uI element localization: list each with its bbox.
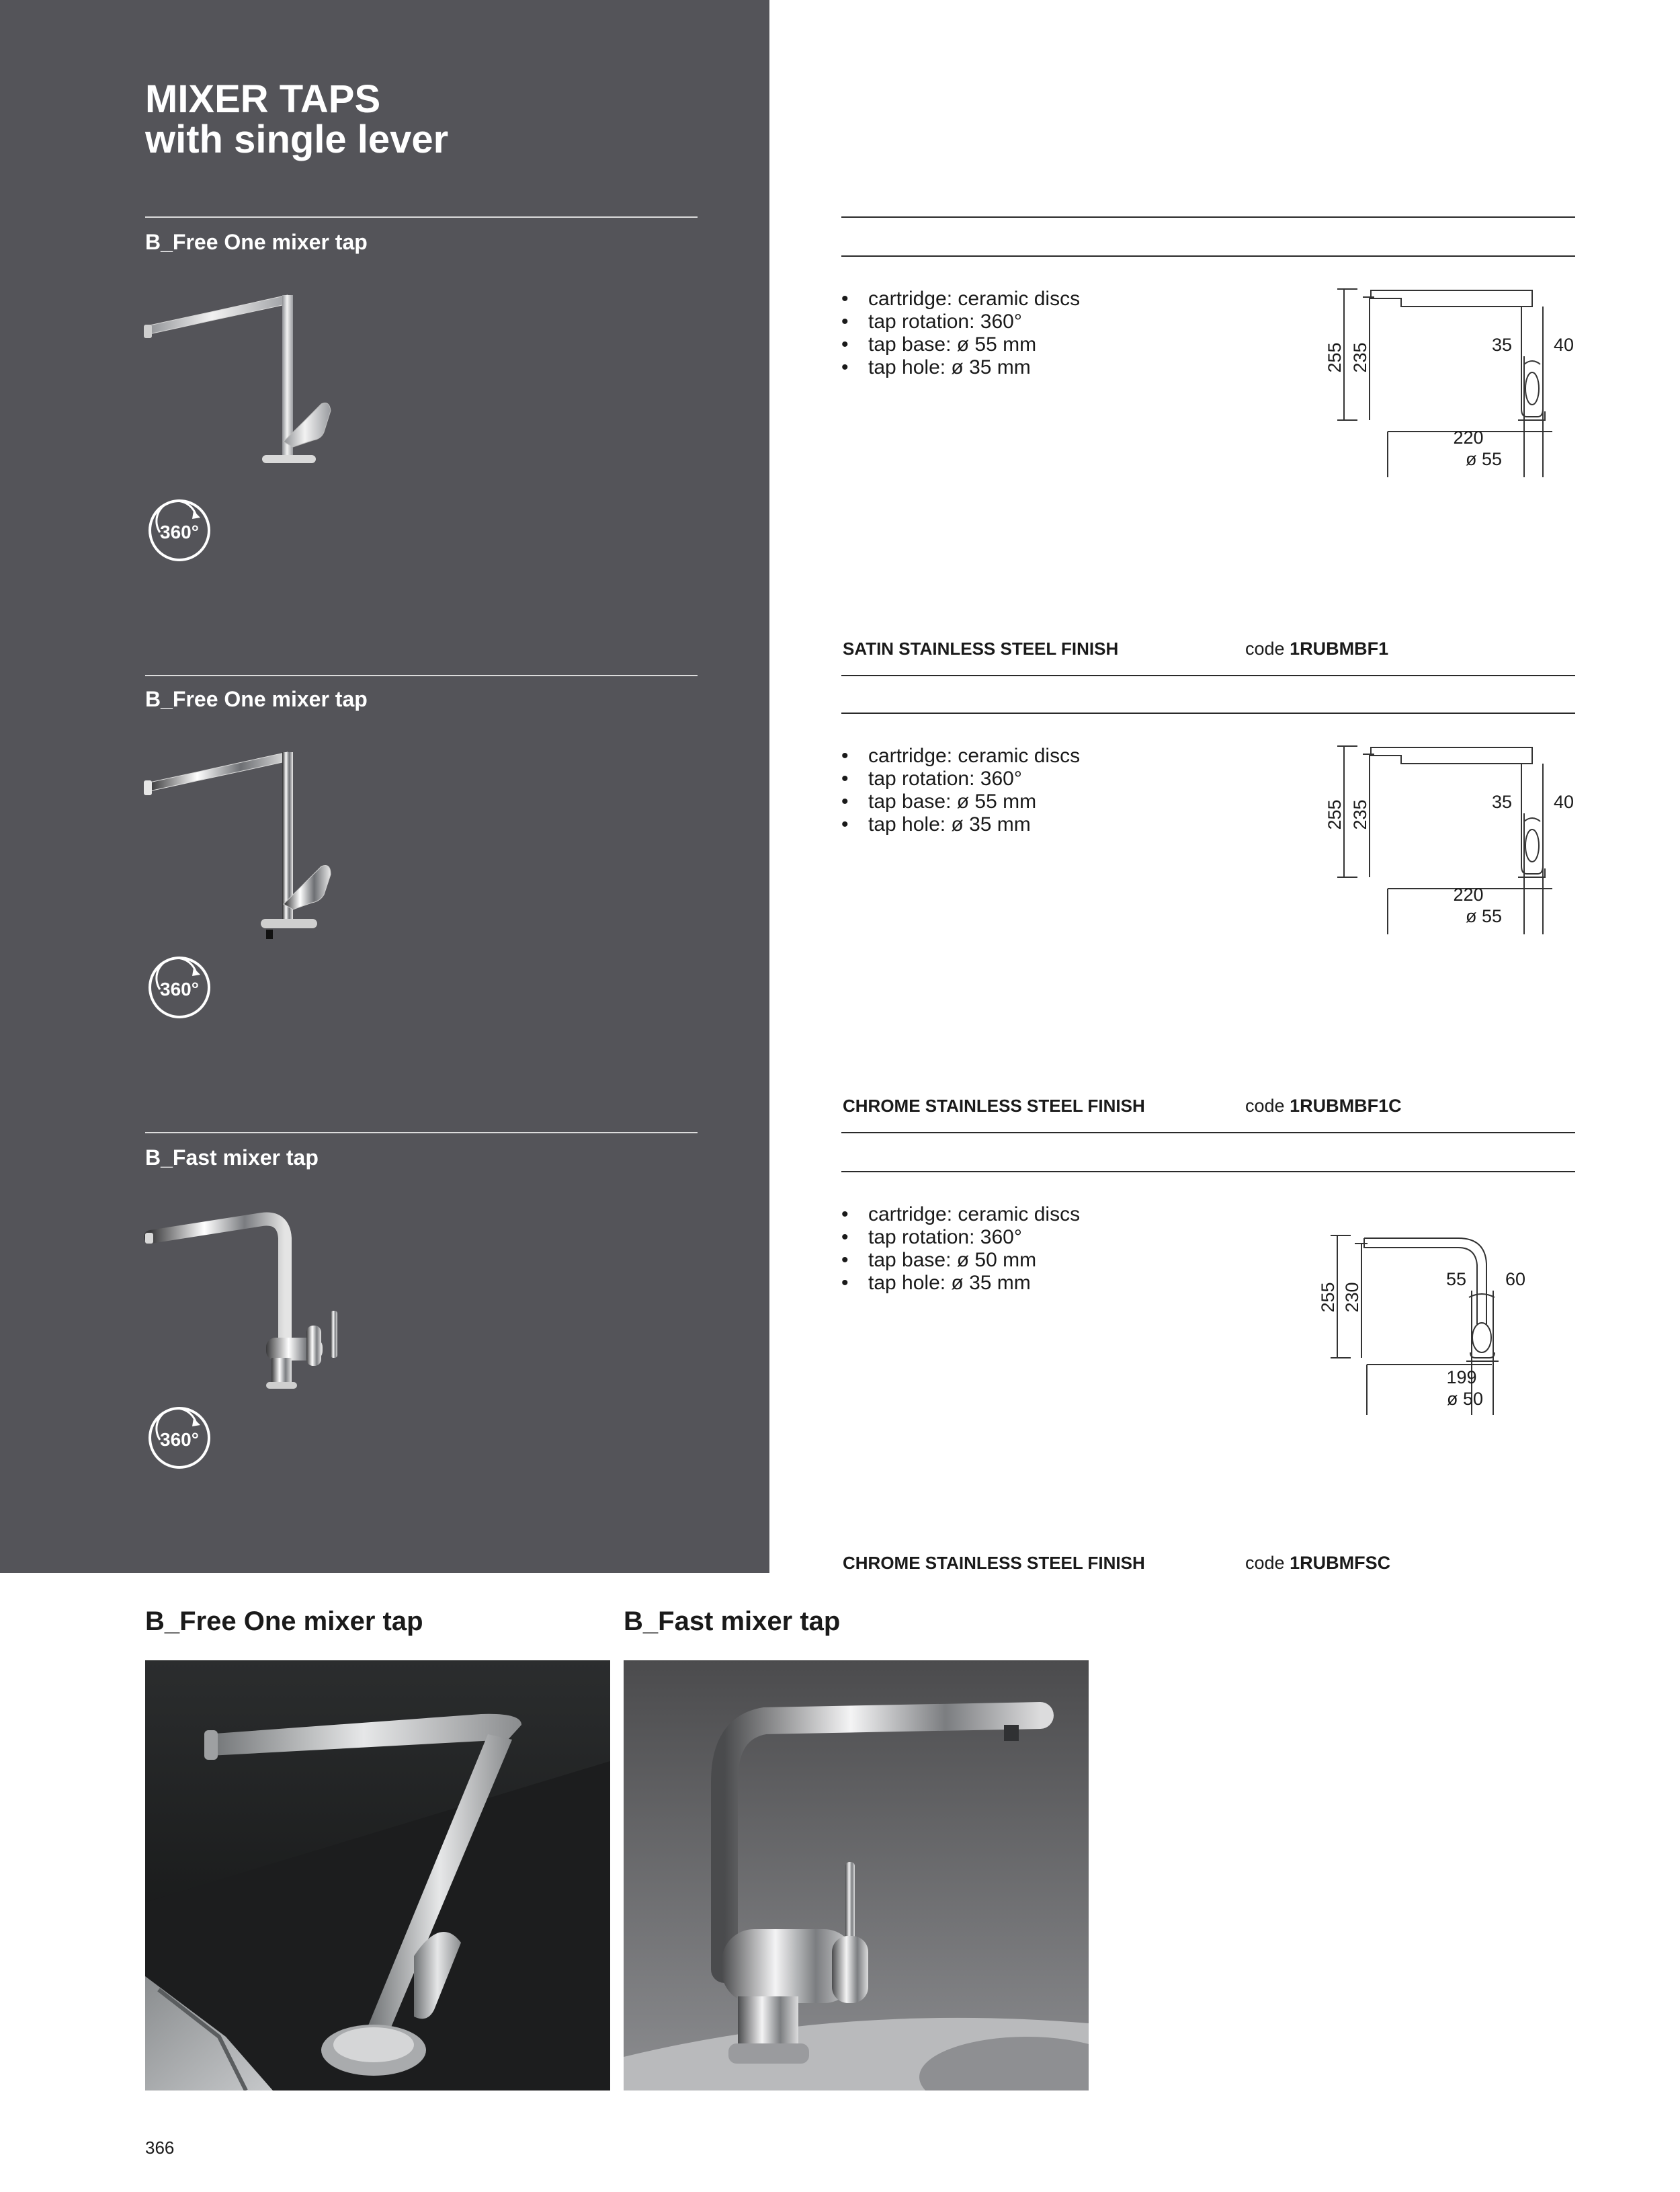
dim-spout-height: 235 [1350, 799, 1370, 830]
fast-chrome-tap-image [141, 1203, 356, 1405]
dim-total-height: 255 [1325, 799, 1345, 830]
dim-width-b: 60 [1505, 1269, 1526, 1289]
spec-item: • tap base: ø 50 mm [841, 1249, 1080, 1272]
dimension-drawing [1310, 739, 1593, 941]
spec-item: • cartridge: ceramic discs [841, 745, 1080, 768]
spec-sub-rule [841, 1171, 1575, 1172]
spec-top-rule [841, 1132, 1575, 1133]
spec-list [841, 288, 1080, 379]
rotation-label: 360° [160, 979, 199, 1000]
title-line-1: MIXER TAPS [145, 77, 381, 121]
page-number: 366 [145, 2138, 175, 2158]
product-code [1245, 1096, 1402, 1117]
dim-total-height: 255 [1325, 342, 1345, 373]
dimension-drawing [1310, 282, 1593, 484]
spec-item: • tap hole: ø 35 mm [841, 1272, 1080, 1295]
code-prefix: code [1245, 1096, 1285, 1116]
rotation-label: 360° [160, 1429, 199, 1450]
gallery-title-left: B_Free One mixer tap [145, 1607, 423, 1636]
spec-item: • tap hole: ø 35 mm [841, 813, 1080, 836]
dim-width-a: 35 [1491, 335, 1512, 355]
spec-item: • cartridge: ceramic discs [841, 1203, 1080, 1226]
title-line-2: with single lever [145, 118, 449, 161]
dim-reach: 220 [1453, 428, 1484, 448]
code-value: 1RUBMBF1C [1290, 1096, 1402, 1116]
code-value: 1RUBMFSC [1290, 1553, 1391, 1573]
free-one-lifestyle-photo [145, 1660, 610, 2090]
fast-lifestyle-photo [624, 1660, 1089, 2090]
dim-width-a: 35 [1491, 792, 1512, 812]
dim-width-a: 55 [1445, 1269, 1466, 1289]
spec-top-rule [841, 216, 1575, 218]
rotation-360-icon [146, 955, 212, 1020]
product-divider [145, 675, 698, 676]
spec-item: • tap base: ø 55 mm [841, 333, 1080, 356]
code-prefix: code [1245, 1553, 1285, 1573]
dim-width-b: 40 [1554, 792, 1574, 812]
product-divider [145, 1132, 698, 1133]
free-one-chrome-tap-image [141, 743, 349, 951]
spec-top-rule [841, 675, 1575, 676]
finish-label: SATIN STAINLESS STEEL FINISH [843, 639, 1119, 659]
spec-item: • cartridge: ceramic discs [841, 288, 1080, 311]
page-title [145, 79, 448, 160]
spec-item: • tap rotation: 360° [841, 311, 1080, 333]
product-name: B_Free One mixer tap [145, 687, 368, 711]
product-code [1245, 639, 1388, 659]
spec-item: • tap base: ø 55 mm [841, 790, 1080, 813]
spec-item: • tap hole: ø 35 mm [841, 356, 1080, 379]
finish-label: CHROME STAINLESS STEEL FINISH [843, 1096, 1145, 1116]
dim-reach: 220 [1453, 885, 1484, 905]
spec-item: • tap rotation: 360° [841, 1226, 1080, 1249]
dim-spout-height: 235 [1350, 342, 1370, 373]
code-prefix: code [1245, 639, 1285, 659]
spec-item: • tap rotation: 360° [841, 768, 1080, 790]
dim-base: ø 50 [1446, 1389, 1484, 1409]
dark-side-panel [0, 0, 769, 1573]
rotation-360-icon [146, 1405, 212, 1471]
spec-sub-rule [841, 255, 1575, 257]
product-name: B_Fast mixer tap [145, 1145, 319, 1170]
dim-base: ø 55 [1465, 906, 1503, 926]
product-divider [145, 216, 698, 218]
dim-base: ø 55 [1465, 449, 1503, 469]
code-value: 1RUBMBF1 [1290, 639, 1389, 659]
rotation-label: 360° [160, 522, 199, 542]
product-code [1245, 1553, 1390, 1574]
product-name: B_Free One mixer tap [145, 230, 368, 254]
spec-sub-rule [841, 713, 1575, 714]
spec-list [841, 745, 1080, 836]
gallery-title-right: B_Fast mixer tap [624, 1607, 841, 1636]
rotation-360-icon [146, 497, 212, 563]
dim-width-b: 40 [1554, 335, 1574, 355]
dimension-drawing [1310, 1223, 1593, 1425]
dim-total-height: 255 [1318, 1282, 1338, 1313]
finish-label: CHROME STAINLESS STEEL FINISH [843, 1553, 1145, 1573]
dim-spout-height: 230 [1342, 1282, 1362, 1313]
dim-reach: 199 [1446, 1367, 1477, 1387]
spec-list [841, 1203, 1080, 1295]
free-one-satin-tap-image [141, 286, 349, 487]
